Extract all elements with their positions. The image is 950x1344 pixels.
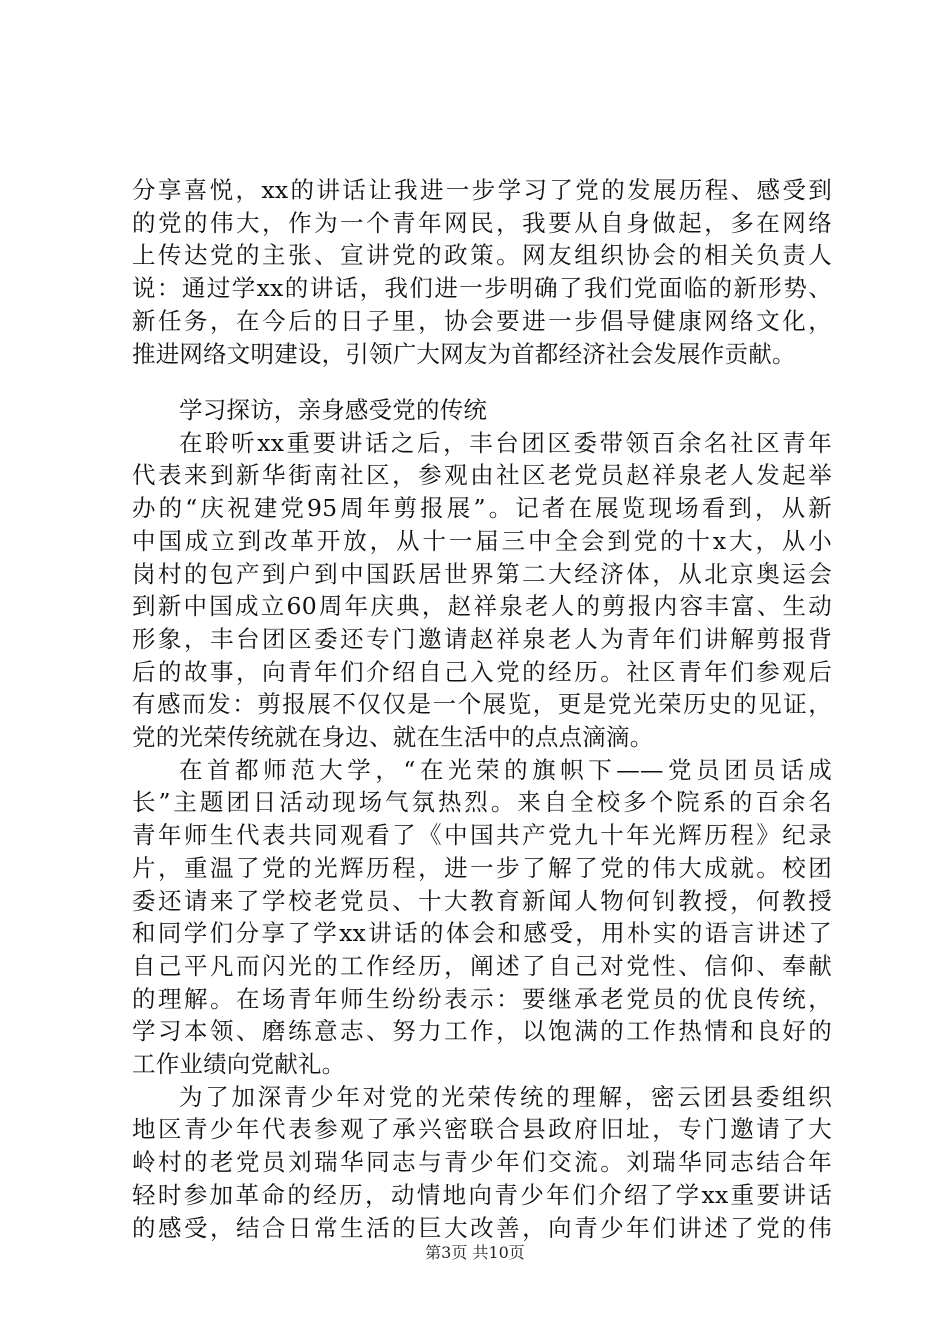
text-line: 青年师生代表共同观看了《中国共产党九十年光辉历程》纪录 (132, 821, 832, 850)
text-line: 形象，丰台团区委还专门邀请赵祥泉老人为青年们讲解剪报背 (132, 624, 832, 653)
text-line: 长”主题团日活动现场气氛热烈。来自全校多个院系的百余名 (132, 788, 832, 817)
text-line: 岗村的包产到户到中国跃居世界第二大经济体，从北京奥运会 (132, 559, 832, 588)
text-line: 分享喜悦，xx的讲话让我进一步学习了党的发展历程、感受到 (132, 176, 832, 204)
section-heading: 学习探访，亲身感受党的传统 (179, 396, 488, 424)
main-content (132, 394, 832, 1244)
text-line: 党的光荣传统就在身边、就在生活中的点点滴滴。 (132, 723, 654, 752)
text-line: 工作业绩向党献礼。 (132, 1050, 346, 1079)
text-line: 地区青少年代表参观了承兴密联合县政府旧址，专门邀请了大 (132, 1115, 832, 1144)
page-number: 第3页 共10页 (425, 1243, 525, 1262)
text-line: 的党的伟大，作为一个青年网民，我要从自身做起，多在网络 (132, 208, 832, 237)
text-line: 推进网络文明建设，引领广大网友为首都经济社会发展作贡献。 (132, 339, 796, 368)
text-line: 自己平凡而闪光的工作经历，阐述了自己对党性、信仰、奉献 (132, 951, 832, 980)
paragraph-normal-university (132, 754, 832, 1081)
text-line: 的感受，结合日常生活的巨大改善，向青少年们讲述了党的伟 (132, 1213, 832, 1242)
text-line: 在首都师范大学，“在光荣的旗帜下——党员团员话成 (179, 755, 832, 784)
text-line: 后的故事，向青年们介绍自己入党的经历。社区青年们参观后 (132, 657, 832, 686)
page-footer (0, 1240, 950, 1263)
text-line: 片，重温了党的光辉历程，进一步了解了党的伟大成就。校团 (132, 853, 832, 882)
text-line: 委还请来了学校老党员、十大教育新闻人物何钊教授，何教授 (132, 886, 832, 915)
text-line: 到新中国成立60周年庆典，赵祥泉老人的剪报内容丰富、生动 (132, 592, 832, 621)
text-line: 和同学们分享了学xx讲话的体会和感受，用朴实的语言讲述了 (132, 919, 832, 948)
text-line: 说：通过学xx的讲话，我们进一步明确了我们党面临的新形势、 (132, 274, 832, 303)
text-line: 代表来到新华街南社区，参观由社区老党员赵祥泉老人发起举 (132, 461, 832, 490)
text-line: 在聆听xx重要讲话之后，丰台团区委带领百余名社区青年 (179, 428, 832, 457)
text-line: 有感而发：剪报展不仅仅是一个展览，更是党光荣历史的见证， (132, 690, 832, 719)
text-line: 办的“庆祝建党95周年剪报展”。记者在展览现场看到，从新 (132, 494, 832, 523)
text-line: 上传达党的主张、宣讲党的政策。网友组织协会的相关负责人 (132, 241, 832, 270)
text-line: 中国成立到改革开放，从十一届三中全会到党的十x大，从小 (132, 526, 832, 555)
text-line: 岭村的老党员刘瑞华同志与青少年们交流。刘瑞华同志结合年 (132, 1148, 832, 1177)
paragraph-miyun-youth (132, 1081, 832, 1245)
text-line: 学习本领、磨练意志、努力工作，以饱满的工作热情和良好的 (132, 1017, 832, 1046)
paragraph-clipping-exhibition (132, 427, 832, 754)
text-line: 新任务，在今后的日子里，协会要进一步倡导健康网络文化， (132, 306, 832, 335)
text-line: 轻时参加革命的经历，动情地向青少年们介绍了学xx重要讲话 (132, 1180, 832, 1209)
intro-paragraph (132, 174, 832, 370)
text-line: 的理解。在场青年师生纷纷表示：要继承老党员的优良传统， (132, 984, 832, 1013)
text-line: 为了加深青少年对党的光荣传统的理解，密云团县委组织 (179, 1082, 832, 1111)
